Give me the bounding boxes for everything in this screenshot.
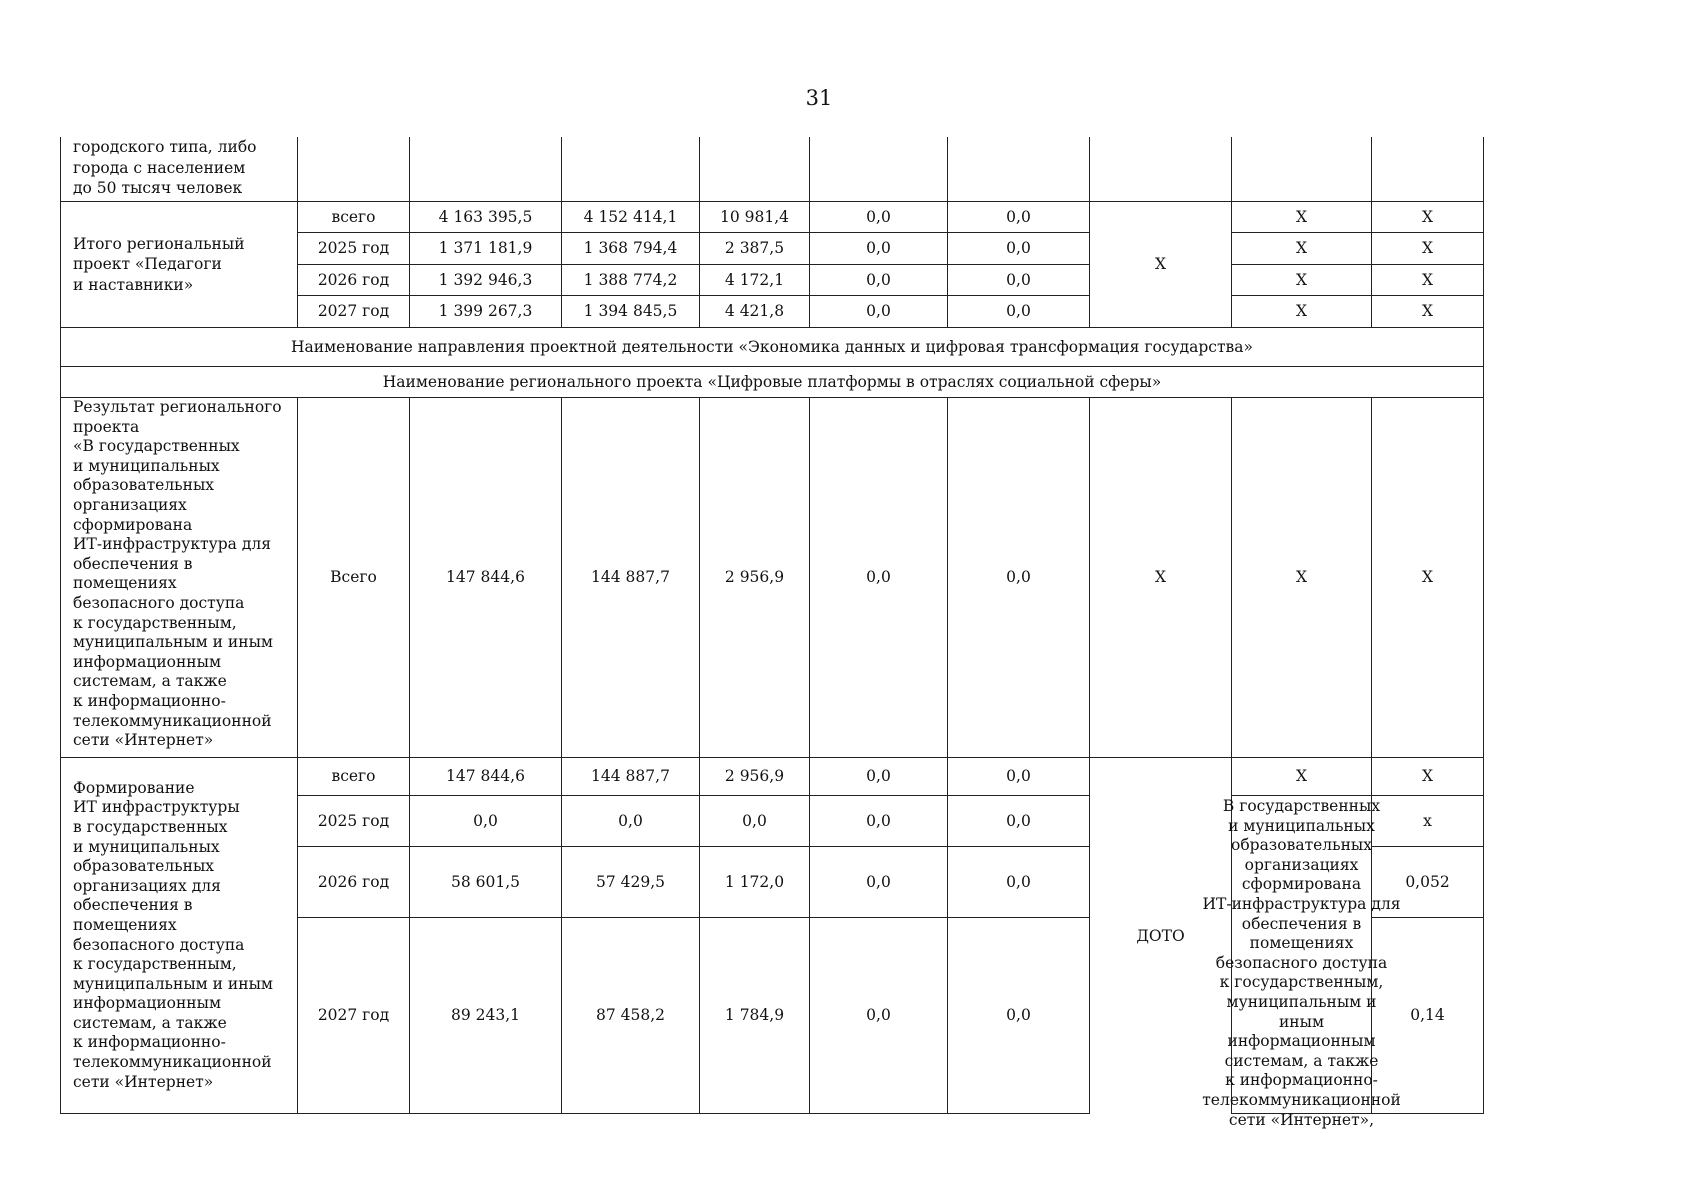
empty-cell [700, 137, 810, 202]
amount-cell: 57 429,5 [562, 847, 700, 918]
amount-cell: 0,0 [810, 296, 948, 328]
empty-cell [1090, 137, 1232, 202]
period-cell: всего [298, 758, 410, 796]
activity-label: Формирование ИТ инфраструктуры в государственных и муниципальных образовательных организациях для обеспечения в помещениях безопасного доступа к государственным, муниципальным и иным информационным системам, а также к информационно- телекоммуникационной сети «Интернет» [60, 758, 298, 1114]
amount-cell: 4 152 414,1 [562, 202, 700, 233]
x-mark: X [1232, 398, 1372, 758]
continued-label: городского типа, либо города с населением до 50 тысяч человек [60, 137, 298, 202]
amount-cell: 147 844,6 [410, 398, 562, 758]
indicator-value: 0,14 [1372, 918, 1484, 1114]
x-mark: X [1090, 202, 1232, 328]
amount-cell: 0,0 [948, 758, 1090, 796]
amount-cell: 0,0 [948, 233, 1090, 265]
period-cell: 2025 год [298, 233, 410, 265]
amount-cell: 1 371 181,9 [410, 233, 562, 265]
empty-cell [810, 137, 948, 202]
amount-cell: 144 887,7 [562, 758, 700, 796]
result-label: Результат регионального проекта «В государственных и муниципальных образовательных организациях сформирована ИТ-инфраструктура для обеспечения в помещениях безопасного доступа к государственным, муниципальным и иным информационным системам, а также к информационно- телекоммуникационной сети «Интернет» [60, 398, 298, 758]
amount-cell: 1 388 774,2 [562, 265, 700, 296]
x-mark: X [1372, 265, 1484, 296]
amount-cell: 147 844,6 [410, 758, 562, 796]
amount-cell: 0,0 [810, 796, 948, 847]
amount-cell: 2 956,9 [700, 398, 810, 758]
amount-cell: 89 243,1 [410, 918, 562, 1114]
project-heading: Наименование регионального проекта «Цифровые платформы в отраслях социальной сферы» [60, 367, 1484, 398]
x-mark: X [1372, 398, 1484, 758]
amount-cell: 1 172,0 [700, 847, 810, 918]
amount-cell: 0,0 [948, 796, 1090, 847]
amount-cell: 1 399 267,3 [410, 296, 562, 328]
x-mark: X [1090, 398, 1232, 758]
amount-cell: 0,0 [948, 847, 1090, 918]
amount-cell: 0,0 [948, 265, 1090, 296]
amount-cell: 4 163 395,5 [410, 202, 562, 233]
amount-cell: 10 981,4 [700, 202, 810, 233]
direction-heading: Наименование направления проектной деятельности «Экономика данных и цифровая трансформация государства» [60, 328, 1484, 367]
amount-cell: 0,0 [810, 398, 948, 758]
empty-cell [562, 137, 700, 202]
x-mark: X [1232, 758, 1372, 796]
amount-cell: 2 956,9 [700, 758, 810, 796]
amount-cell: 2 387,5 [700, 233, 810, 265]
page-number: 31 [805, 86, 833, 110]
amount-cell: 0,0 [948, 918, 1090, 1114]
x-mark: X [1232, 296, 1372, 328]
x-mark: X [1372, 758, 1484, 796]
empty-cell [1372, 137, 1484, 202]
amount-cell: 0,0 [810, 758, 948, 796]
amount-cell: 1 392 946,3 [410, 265, 562, 296]
amount-cell: 1 784,9 [700, 918, 810, 1114]
funding-source: ДОТО [1090, 758, 1232, 1114]
amount-cell: 0,0 [810, 265, 948, 296]
amount-cell: 0,0 [810, 202, 948, 233]
amount-cell: 1 368 794,4 [562, 233, 700, 265]
period-cell: Всего [298, 398, 410, 758]
empty-cell [1232, 137, 1372, 202]
budget-table [60, 137, 1484, 1129]
x-mark: X [1232, 265, 1372, 296]
amount-cell: 0,0 [948, 202, 1090, 233]
amount-cell: 4 421,8 [700, 296, 810, 328]
indicator-value: 0,052 [1372, 847, 1484, 918]
amount-cell: 0,0 [810, 233, 948, 265]
period-cell: 2026 год [298, 265, 410, 296]
period-cell: 2025 год [298, 796, 410, 847]
period-cell: всего [298, 202, 410, 233]
period-cell: 2027 год [298, 918, 410, 1114]
amount-cell: 87 458,2 [562, 918, 700, 1114]
amount-cell: 1 394 845,5 [562, 296, 700, 328]
amount-cell: 4 172,1 [700, 265, 810, 296]
indicator-text: В государственных и муниципальных образовательных организациях сформирована ИТ-инфраструктура для обеспечения в помещениях безопасного доступа к государственным, муниципальным и иным информационным системам, а также к информационно- телекоммуникационной сети «Интернет», [1202, 797, 1401, 1129]
x-mark: X [1372, 233, 1484, 265]
amount-cell: 0,0 [700, 796, 810, 847]
amount-cell: 0,0 [810, 918, 948, 1114]
indicator-value: х [1372, 796, 1484, 847]
amount-cell: 144 887,7 [562, 398, 700, 758]
empty-cell [948, 137, 1090, 202]
x-mark: X [1232, 202, 1372, 233]
amount-cell: 0,0 [810, 847, 948, 918]
amount-cell: 58 601,5 [410, 847, 562, 918]
x-mark: X [1372, 296, 1484, 328]
period-cell: 2027 год [298, 296, 410, 328]
total-project-label: Итого региональный проект «Педагоги и наставники» [60, 202, 298, 328]
amount-cell: 0,0 [948, 398, 1090, 758]
amount-cell: 0,0 [562, 796, 700, 847]
x-mark: X [1372, 202, 1484, 233]
x-mark: X [1232, 233, 1372, 265]
amount-cell: 0,0 [410, 796, 562, 847]
empty-cell [298, 137, 410, 202]
empty-cell [410, 137, 562, 202]
amount-cell: 0,0 [948, 296, 1090, 328]
period-cell: 2026 год [298, 847, 410, 918]
